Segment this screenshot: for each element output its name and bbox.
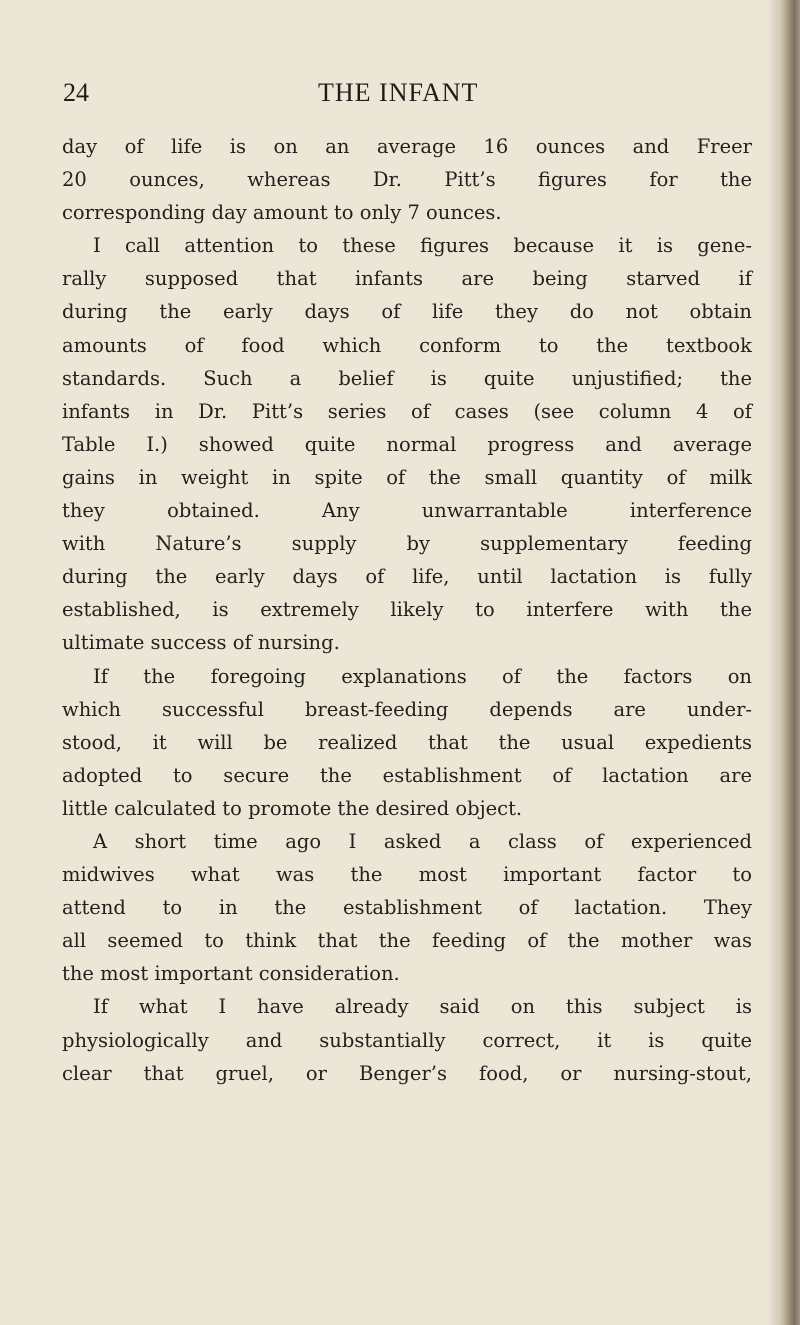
text-line: with Nature’s supply by supplementary feeding <box>62 532 752 556</box>
text-line: clear that gruel, or Benger’s food, or nursing-stout, <box>62 1061 752 1085</box>
text-line: 20 ounces, whereas Dr. Pitt’s figures for the <box>62 168 752 192</box>
text-line: infants in Dr. Pitt’s series of cases (see column 4 of <box>62 399 752 423</box>
text-line: which successful breast-feeding depends are under- <box>62 697 752 721</box>
text-line: established, is extremely likely to interfere with the <box>62 598 752 622</box>
text-line: all seemed to think that the feeding of the mother was <box>62 929 752 953</box>
page-edge <box>778 0 800 1325</box>
page-gutter-shadow <box>768 0 778 1325</box>
text-line: physiologically and substantially correct, it is quite <box>62 1028 752 1052</box>
body-text <box>62 130 752 1090</box>
text-line: adopted to secure the establishment of lactation are <box>62 763 752 787</box>
text-line: stood, it will be realized that the usual expedients <box>62 730 752 754</box>
text-line: gains in weight in spite of the small quantity of milk <box>62 465 752 489</box>
text-line: during the early days of life, until lactation is fully <box>62 565 752 589</box>
text-line: Table I.) showed quite normal progress and average <box>62 432 752 456</box>
text-line: they obtained. Any unwarrantable interference <box>62 499 752 523</box>
paragraph-start-line: I call attention to these figures because it is gene- <box>93 234 752 258</box>
page-number: 24 <box>63 78 89 107</box>
text-line: the most important consideration. <box>62 962 400 986</box>
text-line: midwives what was the most important factor to <box>62 863 752 887</box>
text-line: standards. Such a belief is quite unjustified; the <box>62 366 752 390</box>
text-line: rally supposed that infants are being starved if <box>62 267 752 291</box>
paragraph-start-line: If the foregoing explanations of the factors on <box>93 664 752 688</box>
running-head <box>0 78 800 118</box>
text-line: day of life is on an average 16 ounces and Freer <box>62 135 752 158</box>
text-line: during the early days of life they do not obtain <box>62 300 752 324</box>
text-line: little calculated to promote the desired object. <box>62 796 523 820</box>
paragraph-start-line: If what I have already said on this subject is <box>93 995 752 1019</box>
text-line: ultimate success of nursing. <box>62 631 340 655</box>
running-title: THE INFANT <box>318 78 479 107</box>
text-line: corresponding day amount to only 7 ounces. <box>62 201 502 225</box>
text-line: amounts of food which conform to the textbook <box>62 333 752 357</box>
paragraph-start-line: A short time ago I asked a class of experienced <box>93 829 752 853</box>
text-line: attend to in the establishment of lactation. They <box>62 896 752 920</box>
